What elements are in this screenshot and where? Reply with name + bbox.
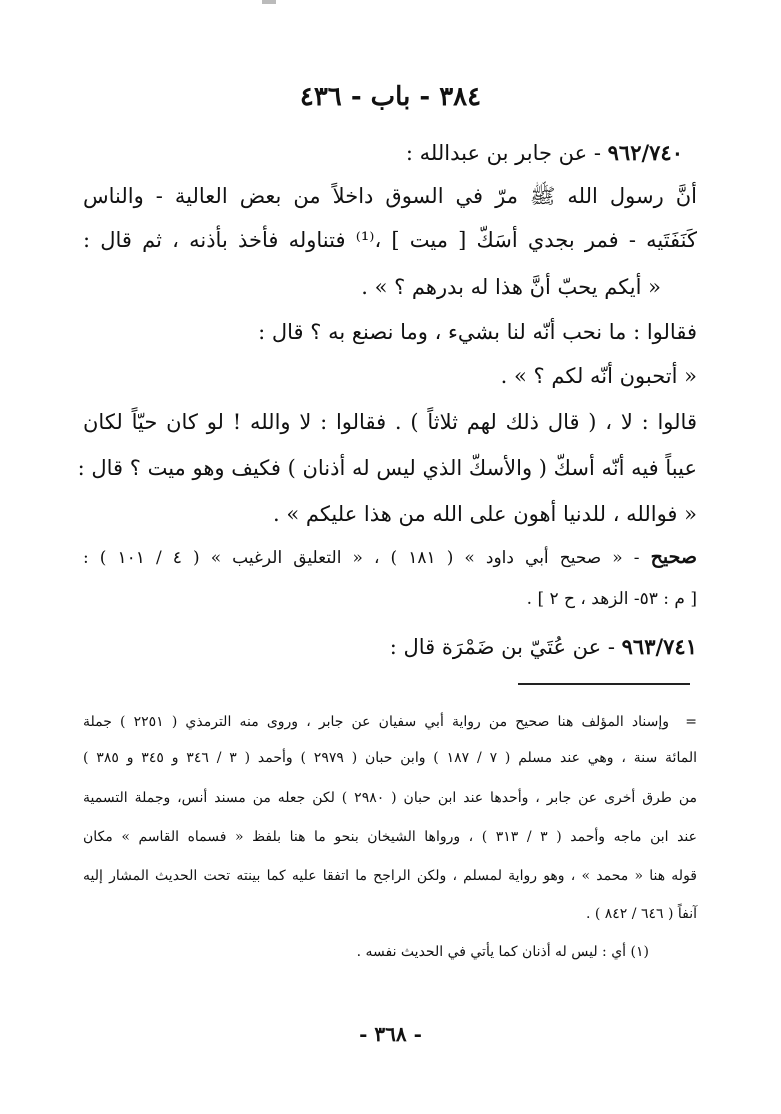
footnote-line-4: عند ابن ماجه وأحمد ( ٣ / ٣١٣ ) ، ورواها الشيخان بنحو ما هنا بلفظ « فسماه القاسم » مكان [83,829,697,845]
page-number: - ٣٦٨ - [359,1022,422,1046]
hadith-1-reference: [ م : ٥٣- الزهد ، ح ٢ ] . [526,589,697,609]
hadith-1-line-6: قالوا : لا ، ( قال ذلك لهم ثلاثاً ) . فقالوا : لا والله ! لو كان حيّاً لكان [83,410,697,434]
hadith-1-line-7: عيباً فيه أنّه أسكّ ( والأسكّ الذي ليس له أذنان ) فكيف وهو ميت ؟ قال : [77,456,697,480]
hadith-1-number: ٩٦٢/٧٤٠ [607,140,683,165]
footnote-line-6: آنفاً ( ٦٤٦ / ٨٤٢ ) . [585,906,697,922]
grade-sources: - « صحيح أبي داود » ( ١٨١ ) ، « التعليق الرغيب » ( ٤ / ١٠١ ) : [83,548,640,568]
hadith-2-header [390,634,697,659]
grade-label: صحيح [650,546,698,568]
footnote-line-5: قوله هنا « محمد » ، وهو رواية لمسلم ، ولكن الراجح ما اتفقا عليه كما بينته تحت الحديث المشار إليه [83,868,697,884]
hadith-1-line-3: « أيكم يحبّ أنَّ هذا له بدرهم ؟ » . [361,275,661,299]
hadith-1-intro: - عن جابر بن عبدالله : [405,141,601,165]
chapter-heading: ٣٨٤ - باب - ٤٣٦ [299,82,482,112]
hadith-1-header [406,140,683,165]
hadith-2-number: ٩٦٣/٧٤١ [621,634,697,659]
footnote-continuation-marker: = [685,714,697,730]
hadith-1-line-5: « أتحبون أنّه لكم ؟ » . [500,364,697,388]
hadith-1-line-8: « فوالله ، للدنيا أهون على الله من هذا عليكم » . [272,502,697,526]
footnote-1: (١) أي : ليس له أذنان كما يأتي في الحديث نفسه . [356,944,649,960]
hadith-2-intro: - عن عُتَيّ بن ضَمْرَة قال : [389,635,615,659]
footnote-line-3: من طرق أخرى عن جابر ، وأحدها عند ابن حبان ( ٢٩٨٠ ) لكن جعله من مسند أنس، وجملة التسمية [83,790,698,806]
scan-mark [262,0,276,4]
footnote-separator [518,683,690,685]
hadith-1-line-2: كَنَفَتَيه - فمر بجدي أسَكّ [ ميت ] ،⁽¹⁾ فتناوله فأخذ بأذنه ، ثم قال : [83,228,698,252]
footnote-line-1: وإسناد المؤلف هنا صحيح من رواية أبي سفيان عن جابر ، وروى منه الترمذي ( ٢٢٥١ ) جملة [83,714,669,730]
footnote-line-2: المائة سنة ، وهي عند مسلم ( ٧ / ١٨٧ ) وابن حبان ( ٢٩٧٩ ) وأحمد ( ٣ / ٣٤٦ و ٣٤٥ و ٣٨٥ ) [83,750,697,766]
hadith-1-grading [83,546,697,568]
hadith-1-line-4: فقالوا : ما نحب أنّه لنا بشيء ، وما نصنع به ؟ قال : [258,320,697,344]
hadith-1-line-1: أنَّ رسول الله ﷺ مرّ في السوق داخلاً من بعض العالية - والناس [83,184,697,208]
